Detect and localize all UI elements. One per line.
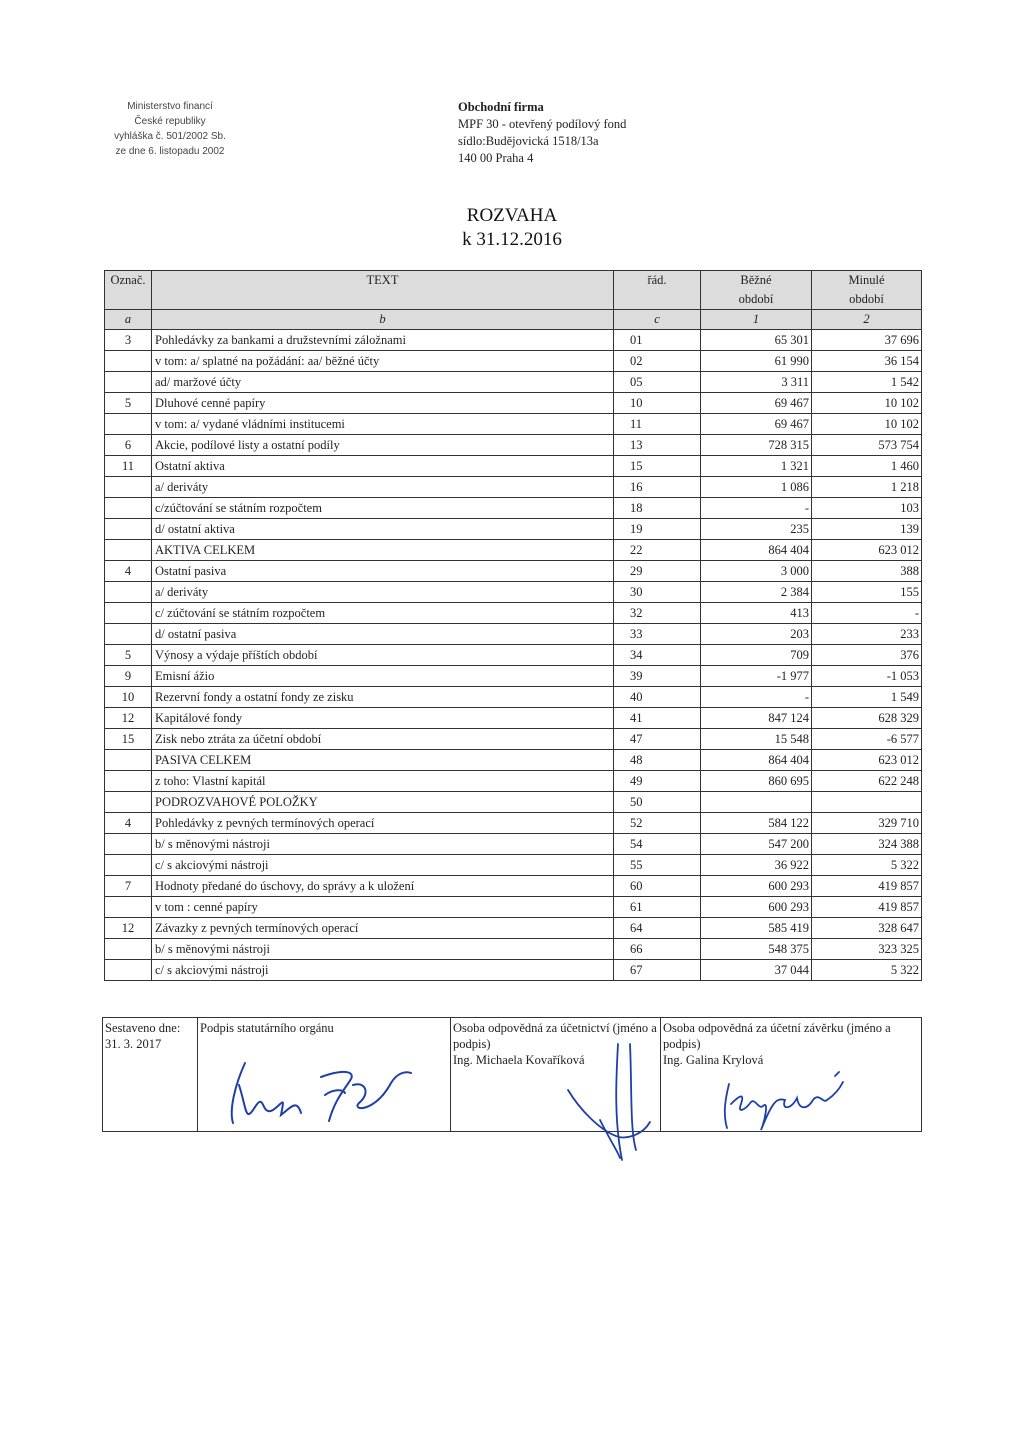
table-row (105, 939, 922, 960)
document-date: k 31.12.2016 (462, 229, 562, 250)
row-minule: 628 329 (812, 708, 922, 729)
row-oznac (105, 498, 152, 519)
row-text: d/ ostatní aktiva (152, 519, 614, 540)
row-rad: 40 (614, 687, 701, 708)
subheader-1: 1 (701, 310, 812, 330)
row-minule: 623 012 (812, 750, 922, 771)
row-minule: 622 248 (812, 771, 922, 792)
table-row (105, 393, 922, 414)
row-rad: 39 (614, 666, 701, 687)
row-text: z toho: Vlastní kapitál (152, 771, 614, 792)
row-bezne: 2 384 (701, 582, 812, 603)
row-oznac (105, 414, 152, 435)
row-minule: 419 857 (812, 876, 922, 897)
header-empty (614, 290, 701, 310)
row-rad: 34 (614, 645, 701, 666)
row-oznac: 4 (105, 813, 152, 834)
row-rad: 52 (614, 813, 701, 834)
row-minule: 10 102 (812, 393, 922, 414)
table-row (105, 561, 922, 582)
row-oznac (105, 519, 152, 540)
row-rad: 50 (614, 792, 701, 813)
table-row (105, 456, 922, 477)
row-minule (812, 792, 922, 813)
row-rad: 18 (614, 498, 701, 519)
row-rad: 41 (614, 708, 701, 729)
row-text: Akcie, podílové listy a ostatní podíly (152, 435, 614, 456)
row-text: v tom : cenné papíry (152, 897, 614, 918)
row-oznac (105, 792, 152, 813)
row-oznac (105, 939, 152, 960)
row-oznac (105, 351, 152, 372)
row-rad: 55 (614, 855, 701, 876)
table-row (105, 351, 922, 372)
row-bezne: 65 301 (701, 330, 812, 351)
row-minule: 1 549 (812, 687, 922, 708)
row-oznac: 10 (105, 687, 152, 708)
table-row (105, 540, 922, 561)
row-text: a/ deriváty (152, 477, 614, 498)
table-row (105, 414, 922, 435)
row-rad: 47 (614, 729, 701, 750)
ministry-line: ze dne 6. listopadu 2002 (115, 146, 225, 157)
row-rad: 49 (614, 771, 701, 792)
table-row (105, 498, 922, 519)
row-oznac (105, 603, 152, 624)
table-row (105, 813, 922, 834)
table-row (105, 918, 922, 939)
row-bezne: - (701, 687, 812, 708)
row-bezne: 203 (701, 624, 812, 645)
statutory-label: Podpis statutárního orgánu (200, 1021, 334, 1035)
table-row (105, 372, 922, 393)
row-rad: 60 (614, 876, 701, 897)
row-minule: 573 754 (812, 435, 922, 456)
row-rad: 33 (614, 624, 701, 645)
closing-label: Osoba odpovědná za účetní závěrku (jméno a podpis) (663, 1021, 891, 1051)
row-text: Pohledávky z pevných termínových operací (152, 813, 614, 834)
row-oznac (105, 540, 152, 561)
row-minule: 328 647 (812, 918, 922, 939)
row-oznac: 6 (105, 435, 152, 456)
row-rad: 32 (614, 603, 701, 624)
row-text: Hodnoty předané do úschovy, do správy a k uložení (152, 876, 614, 897)
firm-address: sídlo:Budějovická 1518/13a (458, 134, 599, 148)
row-text: Rezervní fondy a ostatní fondy ze zisku (152, 687, 614, 708)
closing-name: Ing. Galina Krylová (663, 1053, 764, 1067)
balance-sheet-table (104, 270, 922, 981)
row-bezne: 600 293 (701, 897, 812, 918)
row-bezne: 864 404 (701, 750, 812, 771)
subheader-a: a (105, 310, 152, 330)
row-text: b/ s měnovými nástroji (152, 834, 614, 855)
row-oznac (105, 834, 152, 855)
row-bezne: 548 375 (701, 939, 812, 960)
row-rad: 15 (614, 456, 701, 477)
row-text: c/ s akciovými nástroji (152, 855, 614, 876)
subheader-b: b (152, 310, 614, 330)
accounting-signature (560, 1040, 670, 1165)
header-bezne: Běžné (701, 271, 812, 291)
table-row (105, 582, 922, 603)
row-bezne: 547 200 (701, 834, 812, 855)
row-text: b/ s měnovými nástroji (152, 939, 614, 960)
row-bezne: 864 404 (701, 540, 812, 561)
table-row (105, 750, 922, 771)
row-oznac (105, 477, 152, 498)
firm-header (458, 99, 626, 167)
row-oznac (105, 624, 152, 645)
row-oznac (105, 750, 152, 771)
table-row (105, 834, 922, 855)
row-oznac: 12 (105, 918, 152, 939)
row-bezne: 1 086 (701, 477, 812, 498)
row-minule: 139 (812, 519, 922, 540)
header-empty (105, 290, 152, 310)
row-text: c/ zúčtování se státním rozpočtem (152, 603, 614, 624)
row-bezne: 69 467 (701, 393, 812, 414)
row-rad: 66 (614, 939, 701, 960)
row-minule: 376 (812, 645, 922, 666)
table-row (105, 477, 922, 498)
row-text: c/zúčtování se státním rozpočtem (152, 498, 614, 519)
document-title: ROZVAHA (466, 205, 558, 226)
row-minule: 1 460 (812, 456, 922, 477)
table-row (105, 792, 922, 813)
row-minule: 623 012 (812, 540, 922, 561)
row-oznac (105, 582, 152, 603)
row-text: Ostatní aktiva (152, 456, 614, 477)
row-oznac (105, 372, 152, 393)
row-minule: -1 053 (812, 666, 922, 687)
row-rad: 48 (614, 750, 701, 771)
row-bezne: 61 990 (701, 351, 812, 372)
row-minule: 10 102 (812, 414, 922, 435)
firm-name: MPF 30 - otevřený podílový fond (458, 117, 627, 131)
ministry-line: České republiky (134, 116, 206, 127)
table-row (105, 666, 922, 687)
row-minule: 388 (812, 561, 922, 582)
row-oznac: 7 (105, 876, 152, 897)
row-bezne: 1 321 (701, 456, 812, 477)
table-row (105, 729, 922, 750)
row-oznac (105, 960, 152, 981)
table-row (105, 855, 922, 876)
row-text: AKTIVA CELKEM (152, 540, 614, 561)
row-text: Výnosy a výdaje příštích období (152, 645, 614, 666)
table-row (105, 708, 922, 729)
row-minule: 5 322 (812, 855, 922, 876)
row-minule: 323 325 (812, 939, 922, 960)
row-oznac (105, 897, 152, 918)
row-oznac: 12 (105, 708, 152, 729)
row-bezne: 728 315 (701, 435, 812, 456)
row-bezne: 600 293 (701, 876, 812, 897)
row-rad: 22 (614, 540, 701, 561)
row-bezne: 584 122 (701, 813, 812, 834)
row-minule: -6 577 (812, 729, 922, 750)
closing-signature (715, 1070, 865, 1135)
row-oznac (105, 771, 152, 792)
compiled-cell (103, 1018, 198, 1132)
row-text: PODROZVAHOVÉ POLOŽKY (152, 792, 614, 813)
row-bezne: 235 (701, 519, 812, 540)
row-text: Ostatní pasiva (152, 561, 614, 582)
table-row (105, 876, 922, 897)
table-row (105, 897, 922, 918)
ministry-line: vyhláška č. 501/2002 Sb. (114, 131, 226, 142)
row-oznac: 15 (105, 729, 152, 750)
row-text: Pohledávky za bankami a družstevními záložnami (152, 330, 614, 351)
row-text: Kapitálové fondy (152, 708, 614, 729)
row-rad: 67 (614, 960, 701, 981)
row-minule: - (812, 603, 922, 624)
row-bezne: 860 695 (701, 771, 812, 792)
row-oznac: 9 (105, 666, 152, 687)
row-rad: 10 (614, 393, 701, 414)
row-minule: 5 322 (812, 960, 922, 981)
table-row (105, 624, 922, 645)
row-rad: 64 (614, 918, 701, 939)
row-minule: 36 154 (812, 351, 922, 372)
row-text: d/ ostatní pasiva (152, 624, 614, 645)
firm-label: Obchodní firma (458, 100, 544, 114)
table-header-row (105, 290, 922, 310)
compiled-label: Sestaveno dne: (105, 1021, 181, 1035)
header-bezne-period: období (701, 290, 812, 310)
statutory-signature (225, 1055, 415, 1130)
table-row (105, 771, 922, 792)
row-bezne: 3 311 (701, 372, 812, 393)
row-bezne: 585 419 (701, 918, 812, 939)
row-text: c/ s akciovými nástroji (152, 960, 614, 981)
accounting-label: Osoba odpovědná za účetnictví (jméno a podpis) (453, 1021, 657, 1051)
header-text: TEXT (152, 271, 614, 291)
table-row (105, 687, 922, 708)
row-minule: 1 218 (812, 477, 922, 498)
row-oznac: 3 (105, 330, 152, 351)
row-text: v tom: a/ vydané vládními institucemi (152, 414, 614, 435)
row-bezne: 413 (701, 603, 812, 624)
row-oznac: 5 (105, 393, 152, 414)
row-rad: 01 (614, 330, 701, 351)
row-minule: 103 (812, 498, 922, 519)
row-rad: 05 (614, 372, 701, 393)
row-rad: 11 (614, 414, 701, 435)
row-rad: 16 (614, 477, 701, 498)
row-bezne: 69 467 (701, 414, 812, 435)
row-text: Závazky z pevných termínových operací (152, 918, 614, 939)
ministry-header (90, 99, 250, 159)
row-minule: 233 (812, 624, 922, 645)
table-row (105, 645, 922, 666)
header-oznac: Označ. (105, 271, 152, 291)
row-oznac (105, 855, 152, 876)
table-row (105, 603, 922, 624)
row-text: PASIVA CELKEM (152, 750, 614, 771)
row-text: Dluhové cenné papíry (152, 393, 614, 414)
row-minule: 155 (812, 582, 922, 603)
row-text: Emisní ážio (152, 666, 614, 687)
subheader-2: 2 (812, 310, 922, 330)
row-bezne: -1 977 (701, 666, 812, 687)
row-minule: 329 710 (812, 813, 922, 834)
row-rad: 29 (614, 561, 701, 582)
row-rad: 13 (614, 435, 701, 456)
row-rad: 61 (614, 897, 701, 918)
accounting-name: Ing. Michaela Kovaříková (453, 1053, 585, 1067)
row-bezne: 36 922 (701, 855, 812, 876)
row-rad: 19 (614, 519, 701, 540)
row-minule: 1 542 (812, 372, 922, 393)
compiled-date: 31. 3. 2017 (105, 1037, 162, 1051)
row-text: Zisk nebo ztráta za účetní období (152, 729, 614, 750)
row-rad: 30 (614, 582, 701, 603)
row-oznac: 11 (105, 456, 152, 477)
row-bezne: 37 044 (701, 960, 812, 981)
row-text: a/ deriváty (152, 582, 614, 603)
table-row (105, 330, 922, 351)
table-header-row (105, 271, 922, 291)
row-bezne: 709 (701, 645, 812, 666)
row-bezne: 3 000 (701, 561, 812, 582)
table-row (105, 519, 922, 540)
header-minule: Minulé (812, 271, 922, 291)
row-text: v tom: a/ splatné na požádání: aa/ běžné účty (152, 351, 614, 372)
row-bezne (701, 792, 812, 813)
row-bezne: 847 124 (701, 708, 812, 729)
header-minule-period: období (812, 290, 922, 310)
table-row (105, 435, 922, 456)
row-bezne: 15 548 (701, 729, 812, 750)
header-rad: řád. (614, 271, 701, 291)
row-oznac: 4 (105, 561, 152, 582)
row-rad: 02 (614, 351, 701, 372)
row-bezne: - (701, 498, 812, 519)
subheader-c: c (614, 310, 701, 330)
row-minule: 419 857 (812, 897, 922, 918)
table-subheader-row (105, 310, 922, 330)
firm-city: 140 00 Praha 4 (458, 151, 534, 165)
row-rad: 54 (614, 834, 701, 855)
header-empty (152, 290, 614, 310)
ministry-line: Ministerstvo financí (127, 101, 213, 112)
table-row (105, 960, 922, 981)
row-minule: 324 388 (812, 834, 922, 855)
row-minule: 37 696 (812, 330, 922, 351)
row-oznac: 5 (105, 645, 152, 666)
row-text: ad/ maržové účty (152, 372, 614, 393)
